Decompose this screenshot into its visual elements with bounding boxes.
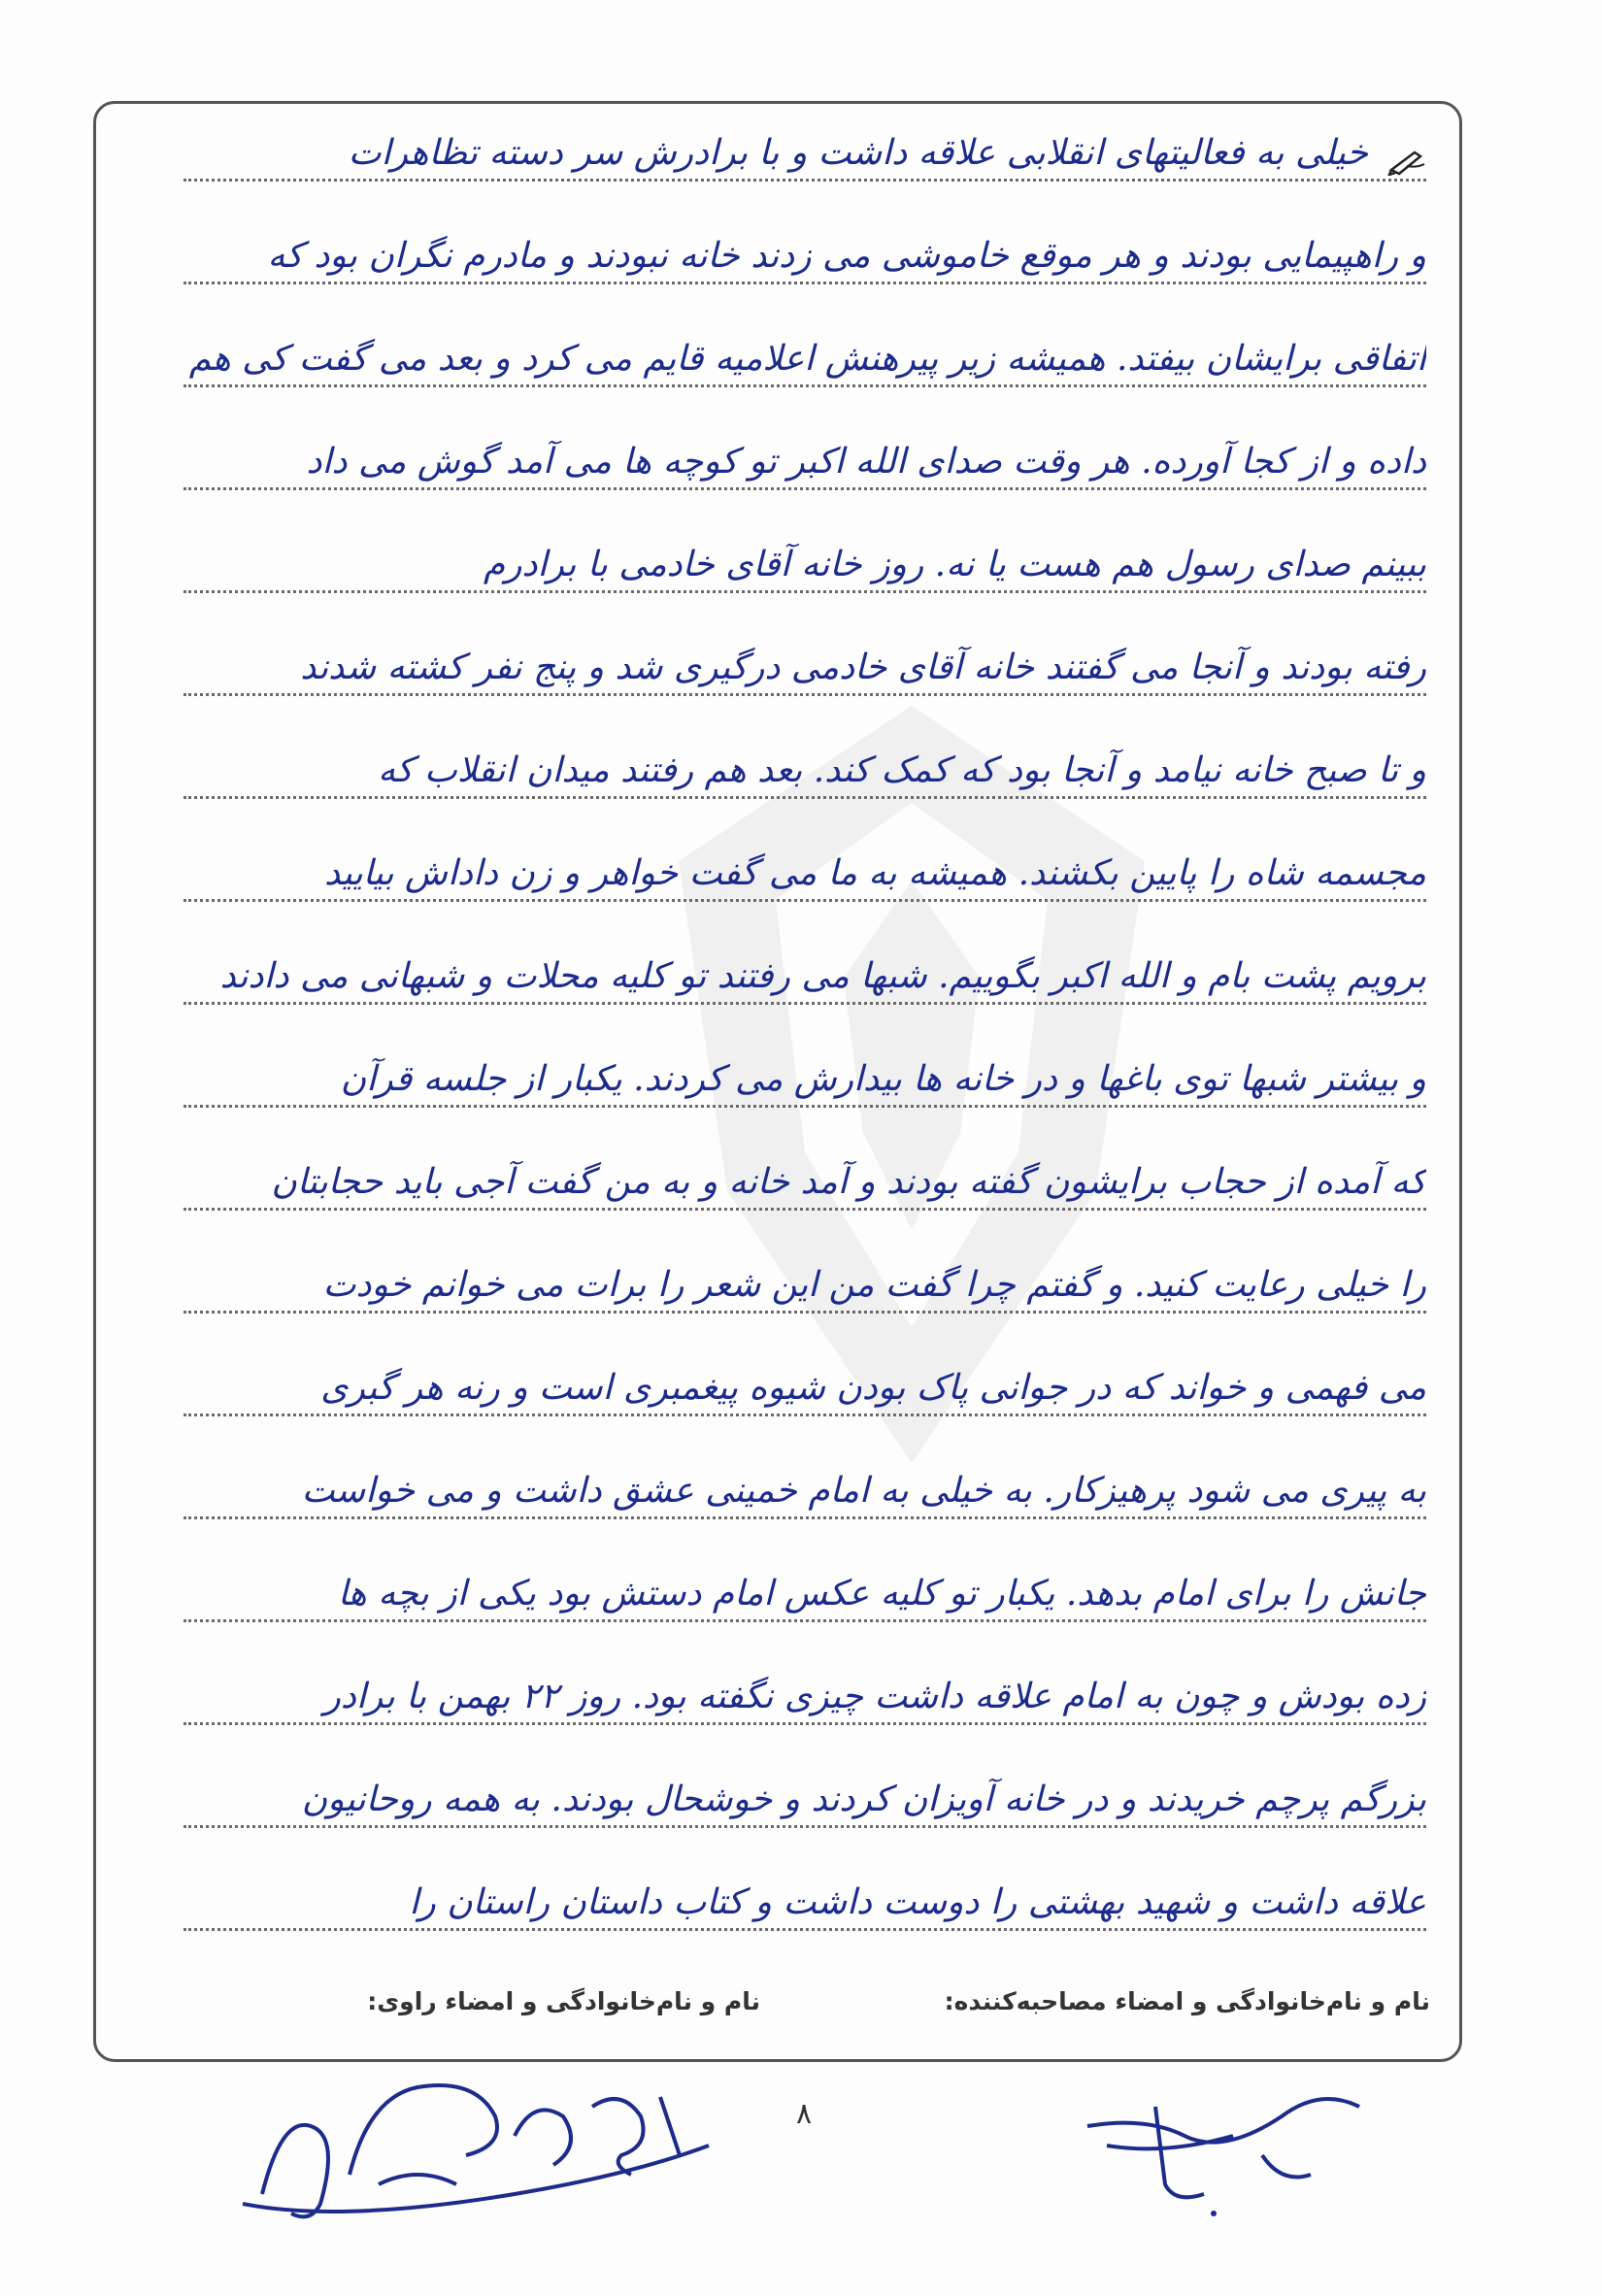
line-text: که آمده از حجاب برایشون گفته بودند و آمد خانه و به من گفت آجی باید حجابتان [271,1161,1426,1202]
interviewer-signature [1068,2068,1379,2223]
text-line [184,1133,1426,1218]
handwritten-body [184,104,1426,1968]
dotted-rule [184,693,1426,696]
line-text: و بیشتر شبها توی باغها و در خانه ها بیدارش می کردند. یکبار از جلسه قرآن [340,1058,1426,1099]
dotted-rule [184,1619,1426,1622]
signature-labels [96,1987,1459,2046]
interviewer-label: نام و نام‌خانوادگی و امضاء مصاحبه‌کننده: [944,1987,1430,2015]
line-text: و راهپیمایی بودند و هر موقع خاموشی می زدند خانه نبودند و مادرم نگران بود که [267,235,1426,276]
text-line [184,1442,1426,1527]
page-frame [93,101,1462,2062]
dotted-rule [184,384,1426,387]
line-text: داده و از کجا آورده. هر وقت صدای الله اکبر تو کوچه ها می آمد گوش می داد [306,441,1426,482]
narrator-label: نام و نام‌خانوادگی و امضاء راوی: [367,1987,760,2015]
narrator-signature [223,2058,728,2243]
text-line [184,104,1426,189]
dotted-rule [184,1414,1426,1416]
line-text: زده بودش و چون به امام علاقه داشت چیزی نگفته بود. روز ۲۲ بهمن با برادر [323,1676,1426,1716]
dotted-rule [184,1722,1426,1725]
text-line [184,1853,1426,1939]
dotted-rule [184,1825,1426,1828]
line-text: و تا صبح خانه نیامد و آنجا بود که کمک کند. بعد هم رفتند میدان انقلاب که [378,749,1426,790]
dotted-rule [184,1311,1426,1314]
text-line [184,927,1426,1013]
text-line [184,721,1426,807]
dotted-rule [184,1928,1426,1931]
dotted-rule [184,1105,1426,1108]
text-line [184,1236,1426,1321]
line-text: به پیری می شود پرهیزکار. به خیلی به امام خمینی عشق داشت و می خواست [301,1470,1426,1511]
line-text: علاقه داشت و شهید بهشتی را دوست داشت و کتاب داستان راستان را [409,1881,1426,1922]
dotted-rule [184,899,1426,902]
text-line [184,1030,1426,1115]
dotted-rule [184,282,1426,284]
dotted-rule [184,796,1426,799]
dotted-rule [184,1208,1426,1211]
text-line [184,1339,1426,1424]
text-line [184,413,1426,498]
page-number: ۸ [796,2097,813,2131]
line-text: رفته بودند و آنجا می گفتند خانه آقای خادمی درگیری شد و پنج نفر کشته شدند [300,647,1426,687]
line-text: ببینم صدای رسول هم هست یا نه. روز خانه آقای خادمی با برادرم [483,544,1426,584]
text-line [184,824,1426,910]
line-text: بزرگم پرچم خریدند و در خانه آویزان کردند و خوشحال بودند. به همه روحانیون [301,1779,1426,1819]
line-text: مجسمه شاه را پایین بکشند. همیشه به ما می گفت خواهر و زن داداش بیایید [323,852,1426,893]
text-line [184,1750,1426,1836]
line-text: خیلی به فعالیتهای انقلابی علاقه داشت و با برادرش سر دسته تظاهرات [348,132,1368,173]
dotted-rule [184,179,1426,182]
line-text: را خیلی رعایت کنید. و گفتم چرا گفت من این شعر را برات می خوانم خودت [322,1264,1426,1305]
text-line [184,310,1426,395]
dotted-rule [184,1002,1426,1005]
line-text: برویم پشت بام و الله اکبر بگوییم. شبها می رفتند تو کلیه محلات و شبهانی می دادند [219,955,1426,996]
text-line [184,516,1426,601]
dotted-rule [184,1516,1426,1519]
dotted-rule [184,590,1426,593]
line-text: می فهمی و خواند که در جوانی پاک بودن شیوه پیغمبری است و رنه هر گبری [320,1367,1426,1408]
text-line [184,618,1426,704]
dotted-rule [184,487,1426,490]
text-line [184,1545,1426,1630]
line-text: اتفاقی برایشان بیفتد. همیشه زیر پیرهنش اعلامیه قایم می کرد و بعد می گفت کی هم [188,338,1426,379]
line-text: جانش را برای امام بدهد. یکبار تو کلیه عکس امام دستش بود یکی از بچه ها [337,1573,1426,1614]
text-line [184,1647,1426,1733]
text-line [184,207,1426,292]
